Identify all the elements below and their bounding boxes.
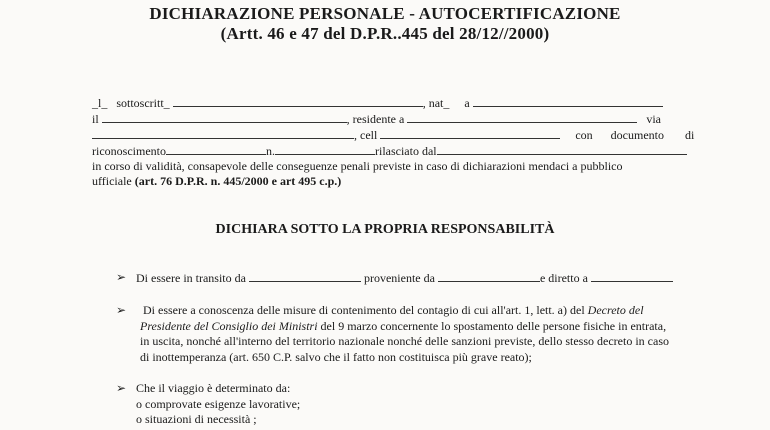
awareness-text-2: del 9 marzo concernente lo spostamento delle persone fisiche in entrata,	[317, 318, 667, 333]
transit-field[interactable]	[249, 271, 361, 282]
birthplace-field[interactable]	[473, 96, 663, 107]
bullet-arrow-icon: ➢	[116, 381, 127, 395]
destination-label: e diretto a	[539, 271, 588, 285]
public-official-label: ufficiale	[92, 174, 132, 188]
form-line-residence	[92, 112, 661, 127]
with-label: con	[575, 128, 593, 142]
bullet-arrow-icon: ➢	[116, 303, 127, 317]
document-subtitle: (Artt. 46 e 47 del D.P.R..445 del 28/12//2000)	[220, 24, 550, 43]
law-reference: (art. 76 D.P.R. n. 445/2000 e art 495 c.p.)	[134, 174, 342, 188]
form-line-phone	[92, 128, 694, 143]
signer-label: sottoscritt_	[116, 96, 170, 110]
destination-field[interactable]	[591, 271, 673, 282]
reason-necessity[interactable]: o situazioni di necessità ;	[136, 412, 257, 426]
issued-by-label: dal	[421, 144, 437, 158]
of-label: di	[684, 128, 695, 142]
awareness-text-4: di inottemperanza (art. 650 C.P. salvo che il fatto non costituisca più grave reato);	[140, 349, 532, 364]
transit-statement	[136, 271, 673, 286]
travel-reason-statement	[136, 381, 696, 428]
recognition-label: riconoscimento	[92, 144, 166, 158]
number-label: n.	[265, 144, 275, 158]
name-field[interactable]	[173, 96, 423, 107]
issuer-field[interactable]	[437, 144, 687, 155]
form-line-name	[92, 96, 663, 111]
gender-marker: _l_	[92, 96, 108, 110]
document-title: DICHIARAZIONE PERSONALE - AUTOCERTIFICAZIONE	[149, 4, 621, 23]
form-line-references	[92, 174, 341, 189]
reason-work[interactable]: o comprovate esigenze lavorative;	[136, 396, 301, 411]
issued-label: rilasciato	[374, 144, 419, 158]
birthdate-field[interactable]	[102, 112, 347, 123]
awareness-text-3: in uscita, nonché all'interno del territorio nazionale nonché delle sanzioni previste, dello stesso decreto in caso	[140, 334, 669, 348]
document-type-field[interactable]	[166, 144, 266, 155]
street-label: via	[646, 112, 661, 126]
origin-label: proveniente da	[363, 271, 435, 285]
form-line-document	[92, 144, 687, 159]
decree-title-2: Presidente del Consiglio dei Ministri	[140, 318, 318, 333]
phone-label: , cell	[354, 128, 378, 142]
decree-title-1: Decreto del	[587, 303, 644, 317]
transit-label: Di essere in transito da	[136, 271, 246, 285]
bullet-arrow-icon: ➢	[116, 270, 127, 284]
awareness-text-1: Di essere a conoscenza delle misure di contenimento del contagio di cui all'art. 1, lett. a) del	[143, 303, 588, 317]
document-number-field[interactable]	[275, 144, 375, 155]
street-field[interactable]	[92, 128, 354, 139]
date-label: il	[92, 112, 99, 126]
declaration-heading: DICHIARA SOTTO LA PROPRIA RESPONSABILITÀ	[215, 222, 555, 237]
residence-label: , residente a	[346, 112, 405, 126]
document-label: documento	[610, 128, 664, 142]
origin-field[interactable]	[438, 271, 540, 282]
awareness-statement	[140, 303, 700, 365]
residence-field[interactable]	[407, 112, 637, 123]
born-label: , nat_	[422, 96, 450, 110]
form-line-validity: in corso di validità, consapevole delle conseguenze penali previste in caso di dichiarazioni mendaci a pubblico	[92, 159, 623, 173]
travel-reason-label: Che il viaggio è determinato da:	[136, 381, 291, 395]
born-at-label: a	[464, 96, 470, 110]
phone-field[interactable]	[380, 128, 560, 139]
